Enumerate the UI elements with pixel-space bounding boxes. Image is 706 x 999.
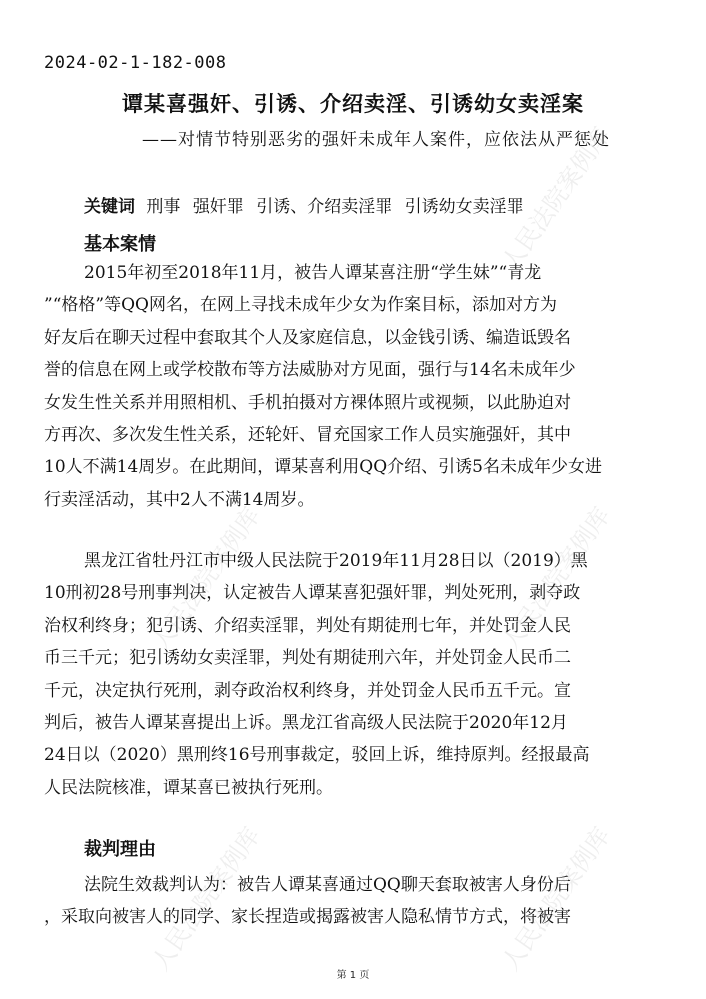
text-line: 誉的信息在网上或学校散布等方法威胁对方见面，强行与14名未成年少 [44,360,576,381]
reasoning-paragraph-1 [44,869,664,934]
text-line: 治权利终身；犯引诱、介绍卖淫罪，判处有期徒刑七年，并处罚金人民 [44,615,571,636]
text-line: 行卖淫活动，其中2人不满14周岁。 [44,489,315,510]
case-subtitle: ——对情节特别恶劣的强奸未成年人案件，应依法从严惩处 [142,130,610,150]
text-line: ，采取向被害人的同学、家长捏造或揭露被害人隐私情节方式，将被害 [44,907,571,928]
case-number: 2024-02-1-182-008 [44,53,227,73]
text-line: 币三千元；犯引诱幼女卖淫罪，判处有期徒刑六年，并处罚金人民币二 [44,648,571,669]
section-heading-basic-facts: 基本案情 [84,234,156,255]
basic-facts-paragraph-2 [44,545,664,804]
text-line: 判后，被告人谭某喜提出上诉。黑龙江省高级人民法院于2020年12月 [44,713,568,734]
keyword-item: 刑事 [146,197,181,217]
text-line: 女发生性关系并用照相机、手机拍摄对方裸体照片或视频，以此胁迫对 [44,392,571,413]
watermark: 人民法院案例库 [496,822,616,976]
text-line: 方再次、多次发生性关系，还轮奸、冒充国家工作人员实施强奸，其中 [44,425,571,446]
text-line: 好友后在聊天过程中套取其个人及家庭信息，以金钱引诱、编造诋毁名 [44,327,571,348]
keyword-item: 引诱、介绍卖淫罪 [256,197,393,217]
page-footer: 第 1 页 [336,970,370,981]
keywords-line [84,192,531,217]
watermark: 人民法院案例库 [146,822,266,976]
text-line: 10人不满14周岁。在此期间，谭某喜利用QQ介绍、引诱5名未成年少女进 [44,457,602,478]
watermark: 人民法院案例库 [496,502,616,656]
text-line: ”“格格”等QQ网名，在网上寻找未成年少女为作案目标，添加对方为 [44,295,557,316]
text-line: 法院生效裁判认为：被告人谭某喜通过QQ聊天套取被害人身份后 [84,875,571,895]
text-line: 10刑初28号刑事判决，认定被告人谭某喜犯强奸罪，判处死刑，剥夺政 [44,583,581,604]
case-title: 谭某喜强奸、引诱、介绍卖淫、引诱幼女卖淫案 [122,92,584,116]
basic-facts-paragraph-1 [44,257,664,516]
text-line: 黑龙江省牡丹江市中级人民法院于2019年11月28日以（2019）黑 [84,551,588,571]
keywords-label: 关键词 [84,197,135,217]
keyword-item: 强奸罪 [192,197,244,217]
text-line: 24日以（2020）黑刑终16号刑事裁定，驳回上诉，维持原判。经报最高 [44,745,590,766]
keyword-item: 引诱幼女卖淫罪 [404,197,524,217]
watermark: 人民法院案例库 [496,122,616,276]
watermark: 人民法院案例库 [146,502,266,656]
text-line: 千元，决定执行死刑，剥夺政治权利终身，并处罚金人民币五千元。宣 [44,680,571,701]
text-line: 2015年初至2018年11月，被告人谭某喜注册“学生妹”“青龙 [84,263,542,283]
text-line: 人民法院核准，谭某喜已被执行死刑。 [44,777,333,798]
section-heading-reasoning: 裁判理由 [84,839,156,860]
